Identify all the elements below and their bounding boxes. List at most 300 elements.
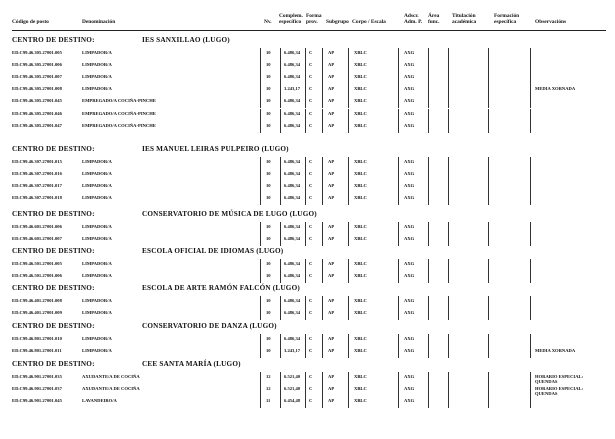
column-divider xyxy=(428,109,429,121)
column-divider xyxy=(322,109,323,121)
center-name: CEE SANTA MARÍA (LUGO) xyxy=(142,360,241,368)
cell-body: XBLC xyxy=(354,183,367,189)
cell-complement: 6.486,34 xyxy=(284,310,301,316)
column-divider xyxy=(348,181,349,193)
table-row xyxy=(12,347,606,359)
column-divider xyxy=(305,181,306,193)
column-divider xyxy=(398,372,399,384)
column-divider xyxy=(448,296,449,308)
cell-body: XBLC xyxy=(354,298,367,303)
column-divider xyxy=(348,72,349,84)
cell-form: C xyxy=(309,122,313,128)
column-divider xyxy=(305,372,306,384)
column-divider xyxy=(280,181,281,193)
cell-complement: 6.521,40 xyxy=(284,374,301,379)
cell-adscription: AXG xyxy=(404,236,415,242)
column-divider xyxy=(322,121,323,133)
cell-level: 12 xyxy=(266,386,271,392)
column-divider xyxy=(488,346,489,358)
column-divider xyxy=(322,48,323,60)
column-divider xyxy=(530,271,531,283)
column-divider xyxy=(428,84,429,96)
cell-body: XBLC xyxy=(354,310,367,316)
column-divider xyxy=(260,308,261,320)
cell-code: ED.C99.46.305.27001.005 xyxy=(12,50,62,55)
center-heading xyxy=(12,210,606,220)
cell-code: ED.C99.46.801.27001.010 xyxy=(12,336,62,341)
center-heading xyxy=(12,36,606,46)
column-divider xyxy=(280,271,281,283)
cell-complement: 6.486,34 xyxy=(284,195,301,201)
column-divider xyxy=(305,121,306,133)
cell-complement: 3.243,17 xyxy=(284,348,301,354)
cell-form: C xyxy=(309,398,313,404)
column-divider xyxy=(305,60,306,72)
column-divider xyxy=(280,96,281,108)
column-divider xyxy=(428,372,429,384)
column-divider xyxy=(280,157,281,169)
column-divider xyxy=(348,169,349,181)
cell-form: C xyxy=(309,62,313,68)
column-divider xyxy=(488,157,489,169)
column-divider xyxy=(348,48,349,60)
column-divider xyxy=(488,334,489,346)
cell-complement: 6.486,34 xyxy=(284,261,301,266)
cell-body: XBLC xyxy=(354,374,367,379)
column-divider xyxy=(398,234,399,246)
column-divider xyxy=(530,372,531,384)
center-name: IES SANXILLAO (LUGO) xyxy=(142,36,230,44)
cell-adscription: AXG xyxy=(404,224,415,229)
column-divider xyxy=(280,169,281,181)
cell-denomination: LIMPADOR/A xyxy=(82,159,112,164)
cell-level: 10 xyxy=(266,195,271,201)
column-divider xyxy=(260,60,261,72)
cell-denomination: LIMPADOR/A xyxy=(82,298,112,303)
column-divider xyxy=(398,84,399,96)
cell-code: ED.C99.46.901.27001.035 xyxy=(12,374,62,379)
column-divider xyxy=(488,308,489,320)
cell-code: ED.C99.46.601.27001.006 xyxy=(12,224,62,229)
column-divider xyxy=(530,296,531,308)
column-divider xyxy=(398,346,399,358)
column-divider xyxy=(322,181,323,193)
column-divider xyxy=(348,193,349,205)
cell-form: C xyxy=(309,110,313,116)
column-divider xyxy=(488,121,489,133)
cell-form: C xyxy=(309,374,313,379)
column-divider xyxy=(488,48,489,60)
column-divider xyxy=(348,222,349,234)
column-divider xyxy=(305,193,306,205)
column-divider xyxy=(530,308,531,320)
cell-level: 10 xyxy=(266,348,271,354)
column-divider xyxy=(530,334,531,346)
column-divider xyxy=(530,72,531,84)
column-divider xyxy=(428,234,429,246)
table-row xyxy=(12,61,606,73)
cell-form: C xyxy=(309,236,313,242)
column-divider xyxy=(530,84,531,96)
cell-level: 10 xyxy=(266,298,271,303)
column-divider xyxy=(348,121,349,133)
column-divider xyxy=(448,84,449,96)
column-divider xyxy=(260,372,261,384)
cell-level: 10 xyxy=(266,62,271,68)
column-divider xyxy=(260,109,261,121)
column-divider xyxy=(428,296,429,308)
column-divider xyxy=(322,334,323,346)
column-divider xyxy=(280,193,281,205)
cell-subgroup: AP xyxy=(328,195,335,201)
cell-complement: 6.486,34 xyxy=(284,183,301,189)
cell-form: C xyxy=(309,86,313,92)
column-divider xyxy=(305,384,306,396)
cell-adscription: AXG xyxy=(404,336,415,341)
cell-code: ED.C99.46.601.27001.007 xyxy=(12,236,62,242)
cell-body: XBLC xyxy=(354,386,367,392)
header-level: Nv. xyxy=(264,19,272,25)
column-divider xyxy=(348,271,349,283)
cell-adscription: AXG xyxy=(404,348,415,354)
cell-subgroup: AP xyxy=(328,374,335,379)
cell-code: ED.C99.46.307.27001.018 xyxy=(12,195,62,201)
column-divider xyxy=(322,372,323,384)
column-divider xyxy=(398,271,399,283)
header-rule xyxy=(12,30,606,31)
cell-adscription: AXG xyxy=(404,62,415,68)
cell-observations: MEDIA XORNADA xyxy=(535,348,576,354)
column-divider xyxy=(280,396,281,408)
center-heading xyxy=(12,284,606,294)
cell-complement: 6.454,48 xyxy=(284,398,301,404)
table-row xyxy=(12,297,606,309)
cell-form: C xyxy=(309,348,313,354)
column-divider xyxy=(260,259,261,271)
column-divider xyxy=(322,222,323,234)
column-divider xyxy=(348,296,349,308)
column-divider xyxy=(305,296,306,308)
column-divider xyxy=(348,157,349,169)
column-divider xyxy=(305,271,306,283)
cell-body: XBLC xyxy=(354,98,367,104)
column-divider xyxy=(260,334,261,346)
center-name: ESCOLA DE ARTE RAMÓN FALCÓN (LUGO) xyxy=(142,284,300,292)
column-divider xyxy=(260,72,261,84)
column-divider xyxy=(488,72,489,84)
cell-complement: 6.486,34 xyxy=(284,122,301,128)
cell-form: C xyxy=(309,74,313,80)
column-divider xyxy=(398,308,399,320)
table-row xyxy=(12,235,606,247)
column-divider xyxy=(260,181,261,193)
cell-observations: MEDIA XORNADA xyxy=(535,86,576,92)
column-divider xyxy=(280,60,281,72)
table-row xyxy=(12,49,606,61)
column-divider xyxy=(488,222,489,234)
column-divider xyxy=(448,234,449,246)
center-name: IES MANUEL LEIRAS PULPEIRO (LUGO) xyxy=(142,145,289,153)
cell-level: 12 xyxy=(266,374,271,379)
cell-body: XBLC xyxy=(354,171,367,177)
cell-subgroup: AP xyxy=(328,336,335,341)
cell-denomination: LIMPADOR/A xyxy=(82,348,112,354)
column-divider xyxy=(348,308,349,320)
column-divider xyxy=(322,169,323,181)
cell-code: ED.C99.46.801.27001.011 xyxy=(12,348,62,354)
column-divider xyxy=(488,109,489,121)
cell-adscription: AXG xyxy=(404,398,415,404)
column-divider xyxy=(448,109,449,121)
cell-level: 10 xyxy=(266,86,271,92)
cell-level: 10 xyxy=(266,310,271,316)
header-training: Formación específica xyxy=(494,13,520,25)
cell-denomination: AXUDANTE/A DE COCIÑA xyxy=(82,386,140,392)
cell-adscription: AXG xyxy=(404,261,415,266)
cell-code: ED.C99.46.307.27001.015 xyxy=(12,159,62,164)
cell-level: 10 xyxy=(266,273,271,279)
cell-complement: 3.243,17 xyxy=(284,86,301,92)
cell-body: XBLC xyxy=(354,159,367,164)
column-divider xyxy=(322,271,323,283)
column-divider xyxy=(398,181,399,193)
table-row xyxy=(12,73,606,85)
column-divider xyxy=(488,259,489,271)
column-divider xyxy=(530,169,531,181)
column-divider xyxy=(260,169,261,181)
column-divider xyxy=(398,193,399,205)
column-divider xyxy=(305,84,306,96)
cell-denomination: LIMPADOR/A xyxy=(82,50,112,55)
center-name: CONSERVATORIO DE DANZA (LUGO) xyxy=(142,322,277,330)
column-divider xyxy=(428,157,429,169)
table-row xyxy=(12,97,606,109)
cell-adscription: AXG xyxy=(404,110,415,116)
column-divider xyxy=(260,193,261,205)
column-divider xyxy=(280,109,281,121)
cell-body: XBLC xyxy=(354,62,367,68)
table-row xyxy=(12,122,606,134)
cell-complement: 6.486,34 xyxy=(284,273,301,279)
cell-code: ED.C99.46.901.27001.037 xyxy=(12,386,62,392)
table-row xyxy=(12,335,606,347)
cell-body: XBLC xyxy=(354,336,367,341)
cell-complement: 6.486,34 xyxy=(284,171,301,177)
cell-adscription: AXG xyxy=(404,374,415,379)
cell-subgroup: AP xyxy=(328,224,335,229)
cell-adscription: AXG xyxy=(404,122,415,128)
cell-adscription: AXG xyxy=(404,159,415,164)
header-adscription: Adscr. Adm. P. xyxy=(404,13,423,25)
column-divider xyxy=(428,181,429,193)
column-divider xyxy=(280,334,281,346)
column-divider xyxy=(260,296,261,308)
column-divider xyxy=(530,121,531,133)
column-divider xyxy=(322,259,323,271)
column-divider xyxy=(448,157,449,169)
cell-adscription: AXG xyxy=(404,298,415,303)
column-divider xyxy=(260,346,261,358)
table-row xyxy=(12,194,606,206)
cell-denomination: EMPREGADO/A COCIÑA-PINCHE xyxy=(82,98,156,104)
cell-form: C xyxy=(309,50,313,55)
cell-complement: 6.486,34 xyxy=(284,50,301,55)
header-complement: Complem. específico xyxy=(279,13,303,25)
cell-complement: 6.486,34 xyxy=(284,298,301,303)
cell-body: XBLC xyxy=(354,348,367,354)
cell-subgroup: AP xyxy=(328,298,335,303)
cell-subgroup: AP xyxy=(328,62,335,68)
column-divider xyxy=(260,384,261,396)
column-divider xyxy=(488,169,489,181)
header-denomination: Denominación xyxy=(82,19,116,25)
column-divider xyxy=(305,396,306,408)
table-row xyxy=(12,110,606,122)
center-heading xyxy=(12,247,606,257)
column-divider xyxy=(398,259,399,271)
column-divider xyxy=(428,169,429,181)
table-row xyxy=(12,373,606,385)
cell-adscription: AXG xyxy=(404,195,415,201)
cell-denomination: LIMPADOR/A xyxy=(82,62,112,68)
table-row xyxy=(12,385,606,397)
cell-denomination: EMPREGADO/A COCIÑA-PINCHE xyxy=(82,122,156,128)
column-divider xyxy=(428,193,429,205)
column-divider xyxy=(280,259,281,271)
column-divider xyxy=(305,334,306,346)
column-divider xyxy=(280,296,281,308)
column-divider xyxy=(322,193,323,205)
cell-complement: 6.486,34 xyxy=(284,110,301,116)
center-heading xyxy=(12,322,606,332)
column-divider xyxy=(322,96,323,108)
cell-denomination: LIMPADOR/A xyxy=(82,236,112,242)
column-divider xyxy=(428,334,429,346)
cell-subgroup: AP xyxy=(328,86,335,92)
center-label: CENTRO DE DESTINO: xyxy=(12,322,95,330)
column-divider xyxy=(260,96,261,108)
center-label: CENTRO DE DESTINO: xyxy=(12,210,95,218)
column-divider xyxy=(428,60,429,72)
header-form: Forma prov. xyxy=(306,13,322,25)
cell-adscription: AXG xyxy=(404,50,415,55)
cell-body: XBLC xyxy=(354,261,367,266)
cell-adscription: AXG xyxy=(404,273,415,279)
column-divider xyxy=(448,396,449,408)
column-divider xyxy=(398,222,399,234)
cell-denomination: LIMPADOR/A xyxy=(82,261,112,266)
cell-level: 10 xyxy=(266,336,271,341)
cell-subgroup: AP xyxy=(328,159,335,164)
cell-subgroup: AP xyxy=(328,50,335,55)
cell-code: ED.C99.46.305.27001.047 xyxy=(12,122,62,128)
column-divider xyxy=(348,346,349,358)
column-divider xyxy=(348,372,349,384)
column-divider xyxy=(398,169,399,181)
column-divider xyxy=(488,84,489,96)
cell-level: 10 xyxy=(266,98,271,104)
cell-form: C xyxy=(309,261,313,266)
column-divider xyxy=(260,157,261,169)
column-divider xyxy=(348,96,349,108)
cell-code: ED.C99.46.307.27001.017 xyxy=(12,183,62,189)
cell-subgroup: AP xyxy=(328,171,335,177)
column-divider xyxy=(305,169,306,181)
cell-denomination: LIMPADOR/A xyxy=(82,86,112,92)
cell-complement: 6.486,34 xyxy=(284,62,301,68)
cell-complement: 6.486,34 xyxy=(284,74,301,80)
column-divider xyxy=(398,334,399,346)
center-label: CENTRO DE DESTINO: xyxy=(12,145,95,153)
cell-subgroup: AP xyxy=(328,348,335,354)
center-label: CENTRO DE DESTINO: xyxy=(12,360,95,368)
column-divider xyxy=(305,222,306,234)
column-divider xyxy=(488,396,489,408)
center-heading xyxy=(12,360,606,370)
column-divider xyxy=(305,259,306,271)
table-row xyxy=(12,182,606,194)
cell-level: 10 xyxy=(266,122,271,128)
column-divider xyxy=(322,84,323,96)
table-row xyxy=(12,260,606,272)
column-divider xyxy=(280,346,281,358)
column-divider xyxy=(305,109,306,121)
cell-subgroup: AP xyxy=(328,236,335,242)
header-code: Código de posto xyxy=(12,19,49,25)
column-divider xyxy=(260,222,261,234)
cell-code: ED.C99.46.305.27001.045 xyxy=(12,98,62,104)
column-divider xyxy=(448,308,449,320)
table-header xyxy=(0,12,615,30)
column-divider xyxy=(398,72,399,84)
column-divider xyxy=(322,157,323,169)
column-divider xyxy=(305,308,306,320)
cell-subgroup: AP xyxy=(328,273,335,279)
column-divider xyxy=(428,259,429,271)
column-divider xyxy=(448,334,449,346)
column-divider xyxy=(448,259,449,271)
column-divider xyxy=(260,121,261,133)
cell-subgroup: AP xyxy=(328,310,335,316)
column-divider xyxy=(530,259,531,271)
column-divider xyxy=(280,372,281,384)
column-divider xyxy=(488,271,489,283)
column-divider xyxy=(348,259,349,271)
cell-level: 10 xyxy=(266,110,271,116)
cell-body: XBLC xyxy=(354,236,367,242)
column-divider xyxy=(428,48,429,60)
table-row xyxy=(12,272,606,284)
column-divider xyxy=(305,234,306,246)
cell-subgroup: AP xyxy=(328,98,335,104)
cell-level: 10 xyxy=(266,74,271,80)
cell-code: ED.C99.46.305.27001.046 xyxy=(12,110,62,116)
header-observations: Observacións xyxy=(535,19,567,25)
cell-code: ED.C99.46.305.27001.006 xyxy=(12,62,62,68)
column-divider xyxy=(280,384,281,396)
cell-adscription: AXG xyxy=(404,98,415,104)
column-divider xyxy=(398,396,399,408)
center-label: CENTRO DE DESTINO: xyxy=(12,284,95,292)
cell-complement: 6.486,34 xyxy=(284,98,301,104)
column-divider xyxy=(448,96,449,108)
column-divider xyxy=(348,396,349,408)
column-divider xyxy=(448,372,449,384)
column-divider xyxy=(398,96,399,108)
column-divider xyxy=(530,193,531,205)
cell-subgroup: AP xyxy=(328,261,335,266)
column-divider xyxy=(448,346,449,358)
